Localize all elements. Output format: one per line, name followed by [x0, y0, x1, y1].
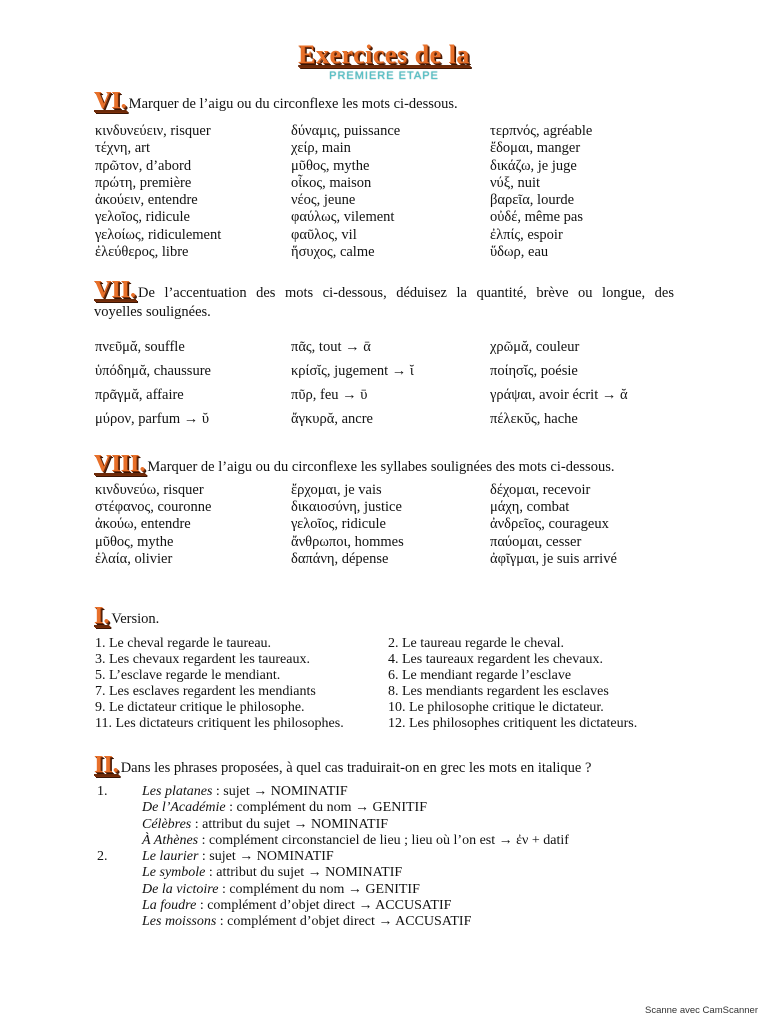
section-vii-numeral: VII.: [94, 277, 137, 303]
sentence-row: [95, 684, 695, 700]
word-entry: νέος, jeune: [291, 192, 356, 209]
word-row: [95, 359, 695, 383]
answer-line: [97, 898, 697, 914]
word-entry: ἄγκυρᾰ, ancre: [291, 411, 373, 427]
word-row: [95, 140, 695, 157]
word-row: [95, 192, 695, 209]
word-entry: παύομαι, cesser: [490, 533, 582, 550]
word-entry: βαρεῖα, lourde: [490, 192, 575, 209]
word-row: [95, 175, 695, 192]
word-entry: ποίησῐς, poésie: [490, 363, 578, 379]
section-vi-numeral: VI.: [94, 88, 127, 114]
word-row: [95, 209, 695, 226]
word-entry: πρῶτον, d’abord: [95, 157, 192, 174]
word-row: [95, 158, 695, 175]
word-entry: γράψαι, avoir écrit → ᾰ: [490, 387, 628, 403]
word-entry: ἔρχομαι, je vais: [291, 482, 382, 498]
word-entry: πᾶς, tout → ᾱ: [291, 339, 371, 355]
word-row: [95, 534, 695, 551]
word-entry: ἐλαία, olivier: [95, 550, 173, 567]
word-entry: μῦθος, mythe: [95, 533, 174, 550]
section-viii-word-list: [95, 482, 695, 568]
scanner-footer: Scanne avec CamScanner: [644, 1005, 758, 1016]
section-ii-answer-list: [97, 784, 697, 931]
answer-text: : complément du nom → GENITIF: [225, 800, 427, 816]
word-entry: γελοῖος, ridicule: [95, 209, 190, 226]
word-entry: ἄνθρωποι, hommes: [291, 533, 404, 550]
answer-term: De l’Académie: [142, 800, 226, 816]
word-entry: γελοῖος, ridicule: [291, 516, 386, 533]
word-entry: ἐλεύθερος, libre: [95, 244, 189, 261]
section-i-instruction: Version.: [111, 611, 160, 627]
word-row: [95, 383, 695, 407]
answer-term: Les moissons: [142, 914, 217, 930]
word-entry: πέλεκῠς, hache: [490, 411, 578, 427]
word-entry: πρώτη, première: [95, 174, 192, 191]
word-entry: ἀκούειν, entendre: [95, 192, 198, 209]
answer-text: : attribut du sujet → NOMINATIF: [205, 865, 403, 881]
sentence-item: 11. Les dictateurs critiquent les philosophes.: [95, 716, 344, 731]
word-entry: ἀκούω, entendre: [95, 516, 191, 533]
word-entry: τέχνη, art: [95, 140, 151, 157]
word-row: [95, 482, 695, 499]
word-entry: μῦθος, mythe: [291, 157, 370, 174]
answer-text: : complément d’objet direct → ACCUSATIF: [196, 898, 452, 914]
word-entry: ἔδομαι, manger: [490, 140, 581, 157]
word-entry: δικάζω, je juge: [490, 157, 577, 174]
word-entry: φαύλως, vilement: [291, 209, 395, 226]
word-entry: μύρον, parfum → ῠ: [95, 411, 210, 427]
word-entry: γελοίως, ridiculement: [95, 226, 222, 243]
section-ii-numeral: II.: [94, 752, 119, 778]
answer-number: 2.: [97, 849, 108, 865]
word-row: [95, 407, 695, 431]
answer-text: : complément du nom → GENITIF: [218, 881, 420, 897]
word-row: [95, 551, 695, 568]
answer-line: [97, 833, 697, 849]
section-vi-heading: [94, 88, 458, 115]
word-row: [95, 227, 695, 244]
answer-text: : attribut du sujet → NOMINATIF: [191, 816, 389, 832]
answer-term: Le laurier: [142, 849, 199, 865]
word-entry: χείρ, main: [291, 140, 351, 157]
word-entry: οὐδέ, même pas: [490, 209, 583, 226]
word-entry: κινδυνεύω, risquer: [95, 482, 204, 498]
sentence-item: 12. Les philosophes critiquent les dictateurs.: [388, 716, 638, 731]
sentence-item: 10. Le philosophe critique le dictateur.: [388, 700, 604, 715]
word-entry: κρίσῐς, jugement → ῐ: [291, 363, 414, 379]
answer-term: La foudre: [142, 898, 197, 914]
section-viii-heading: [94, 451, 614, 478]
word-entry: δαπάνη, dépense: [291, 550, 389, 567]
word-row: [95, 244, 695, 261]
word-entry: ὑπόδημᾰ, chaussure: [95, 363, 211, 379]
answer-term: Célèbres: [142, 816, 192, 832]
word-entry: ἐλπίς, espoir: [490, 226, 563, 243]
word-entry: δύναμις, puissance: [291, 123, 401, 139]
word-entry: νύξ, nuit: [490, 174, 541, 191]
answer-line: [97, 865, 697, 881]
word-entry: κινδυνεύειν, risquer: [95, 123, 211, 139]
section-vii-word-list: [95, 335, 695, 431]
section-vi-instruction: Marquer de l’aigu ou du circonflexe les mots ci-dessous.: [128, 96, 458, 112]
word-entry: δικαιοσύνη, justice: [291, 499, 402, 516]
section-vii-instruction-line2: voyelles soulignées.: [94, 304, 211, 320]
answer-text: : complément circonstanciel de lieu ; lieu où l’on est → ἐν + datif: [198, 832, 569, 848]
section-ii-instruction: Dans les phrases proposées, à quel cas traduirait-on en grec les mots en italique ?: [120, 760, 592, 776]
word-row: [95, 499, 695, 516]
word-entry: πρᾶγμᾰ, affaire: [95, 387, 184, 403]
sentence-row: [95, 652, 695, 668]
section-viii-numeral: VIII.: [94, 451, 146, 477]
sentence-item: 9. Le dictateur critique le philosophe.: [95, 700, 305, 715]
sentence-item: 1. Le cheval regarde le taureau.: [95, 636, 272, 651]
section-ii-heading: [94, 752, 591, 779]
word-row: [95, 335, 695, 359]
word-entry: τερπνός, agréable: [490, 123, 593, 139]
sentence-row: [95, 716, 695, 732]
answer-text: : sujet → NOMINATIF: [198, 849, 334, 865]
sentence-item: 3. Les chevaux regardent les taureaux.: [95, 652, 310, 667]
section-i-heading: [94, 603, 159, 630]
word-entry: ἀνδρεῖος, courageux: [490, 516, 609, 533]
word-entry: ἥσυχος, calme: [291, 244, 375, 261]
word-entry: μάχη, combat: [490, 499, 570, 516]
sentence-item: 5. L’esclave regarde le mendiant.: [95, 668, 281, 683]
section-vi-word-list: [95, 123, 695, 261]
sentence-row: [95, 636, 695, 652]
answer-text: : sujet → NOMINATIF: [212, 784, 348, 799]
word-entry: ἀφῖγμαι, je suis arrivé: [490, 550, 617, 567]
word-entry: πνεῦμᾰ, souffle: [95, 339, 185, 355]
answer-line: [97, 849, 697, 865]
answer-line: [97, 800, 697, 816]
answer-line: [97, 784, 697, 800]
word-row: [95, 123, 695, 140]
section-viii-instruction: Marquer de l’aigu ou du circonflexe les syllabes soulignées des mots ci-dessous.: [147, 459, 615, 475]
word-entry: χρῶμᾰ, couleur: [490, 339, 580, 355]
sentence-item: 6. Le mendiant regarde l’esclave: [388, 668, 572, 683]
sentence-row: [95, 668, 695, 684]
word-entry: φαῦλος, vil: [291, 226, 357, 243]
sentence-row: [95, 700, 695, 716]
answer-term: Le symbole: [142, 865, 206, 881]
sentence-item: 8. Les mendiants regardent les esclaves: [388, 684, 609, 699]
section-i-sentence-list: [95, 636, 695, 732]
answer-term: Les platanes: [142, 784, 213, 799]
answer-line: [97, 817, 697, 833]
word-entry: δέχομαι, recevoir: [490, 482, 591, 498]
section-vii-instruction-line1: De l’accentuation des mots ci-dessous, déduisez la quantité, brève ou longue, des: [138, 285, 674, 301]
section-i-numeral: I.: [94, 603, 110, 629]
answer-line: [97, 914, 697, 930]
word-entry: οἶκος, maison: [291, 174, 372, 191]
word-row: [95, 516, 695, 533]
answer-line: [97, 882, 697, 898]
answer-term: De la victoire: [142, 881, 219, 897]
sentence-item: 7. Les esclaves regardent les mendiants: [95, 684, 316, 699]
page-title: Exercices de la: [298, 40, 470, 69]
word-entry: πῦρ, feu → ῡ: [291, 387, 368, 403]
word-entry: στέφανος, couronne: [95, 499, 212, 516]
answer-text: : complément d’objet direct → ACCUSATIF: [216, 914, 472, 930]
page-subtitle: PREMIERE ETAPE: [329, 70, 439, 82]
section-vii-heading: [94, 277, 674, 321]
sentence-item: 4. Les taureaux regardent les chevaux.: [388, 652, 603, 667]
word-entry: ὕδωρ, eau: [490, 244, 549, 261]
answer-number: 1.: [97, 784, 108, 799]
answer-term: À Athènes: [142, 832, 199, 848]
sentence-item: 2. Le taureau regarde le cheval.: [388, 636, 565, 651]
